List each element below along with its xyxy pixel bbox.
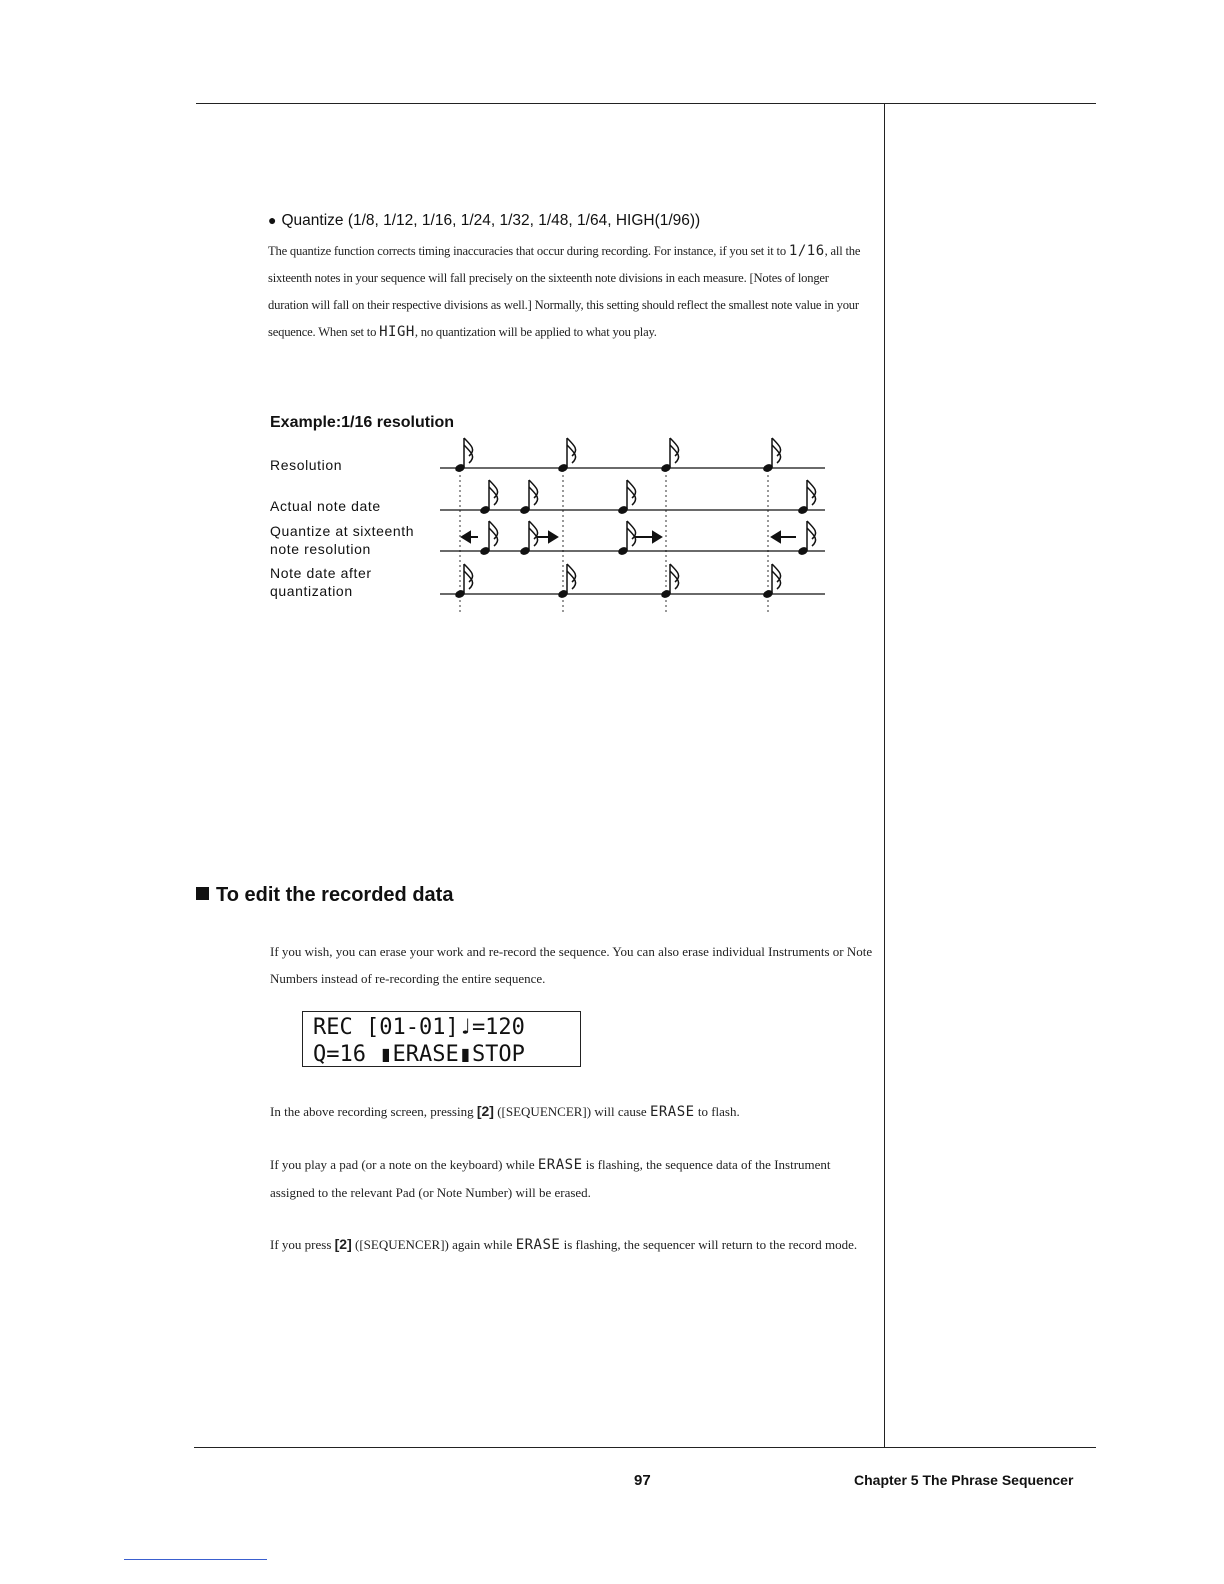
lcd-line-2: Q=16 ▮ERASE▮STOP [313, 1042, 525, 1067]
erase-label: ERASE [649, 1104, 695, 1120]
erase-label: ERASE [515, 1237, 561, 1253]
row-label-resolution: Resolution [270, 457, 343, 473]
arrowhead [772, 532, 780, 542]
row-label-after: Note date after quantization [270, 565, 372, 599]
section-heading [196, 884, 453, 907]
footer-link-line [124, 1559, 267, 1560]
arrowhead [549, 532, 557, 542]
lcd-display [302, 1011, 581, 1067]
quantize-text-2: , all the sixteenth notes in your sequence will fall precisely on the sixteenth note divisions in each measure. [Notes of longer duration will fall on their respective divisions as well.] Normally, this setting should reflect the smallest note value in your sequence. When set to [268, 244, 861, 339]
quantize-heading-text: Quantize (1/8, 1/12, 1/16, 1/24, 1/32, 1/48, 1/64, HIGH(1/96)) [281, 212, 701, 229]
quantize-text-1: The quantize function corrects timing inaccuracies that occur during recording. For instance, if you set it to [268, 244, 789, 258]
quantize-heading [268, 212, 700, 230]
intro-paragraph: If you wish, you can erase your work and re-record the sequence. You can also erase individual Instruments or Note Numbers instead of re-recording the entire sequence. [270, 944, 873, 986]
chapter-title: Chapter 5 The Phrase Sequencer [854, 1472, 1074, 1488]
example-title: Example:1/16 resolution [270, 414, 455, 431]
quantize-text-3: , no quantization will be applied to what you play. [414, 325, 657, 339]
quantize-description [268, 238, 872, 346]
paragraph-play-pad: If you play a pad (or a note on the keyboard) while ERASE is flashing, the sequence data of the Instrument assigned to the relevant Pad (or Note Number) will be erased. [270, 1157, 831, 1200]
margin-rule [884, 103, 885, 1447]
key-2: [2] [334, 1236, 352, 1252]
key-2: [2] [476, 1103, 494, 1119]
arrowhead [462, 532, 470, 542]
beat-guides [460, 470, 768, 615]
shift-arrows [462, 532, 796, 542]
section-heading-text: To edit the recorded data [216, 884, 454, 906]
row-label-quantize: Quantize at sixteenth note resolution [270, 523, 415, 557]
square-bullet-icon [196, 887, 209, 900]
top-rule [196, 103, 1096, 104]
erase-label: ERASE [537, 1157, 583, 1173]
row-label-actual: Actual note date [270, 498, 381, 514]
lcd-line-1: REC [01-01]♩=120 [313, 1015, 525, 1040]
bullet-icon: ● [268, 212, 277, 228]
paragraph-press: In the above recording screen, pressing [2] ([SEQUENCER]) will cause ERASE to flash. [270, 1103, 740, 1120]
arrowhead [653, 532, 661, 542]
quantize-diagram [420, 430, 840, 620]
quantize-value-high: HIGH [379, 324, 415, 340]
page-number: 97 [634, 1472, 651, 1489]
paragraph-press-again: If you press [2] ([SEQUENCER]) again while ERASE is flashing, the sequencer will return to the record mode. [270, 1236, 858, 1253]
quantize-value-sixteenth: 1/16 [788, 243, 825, 259]
bottom-rule [194, 1447, 1096, 1448]
